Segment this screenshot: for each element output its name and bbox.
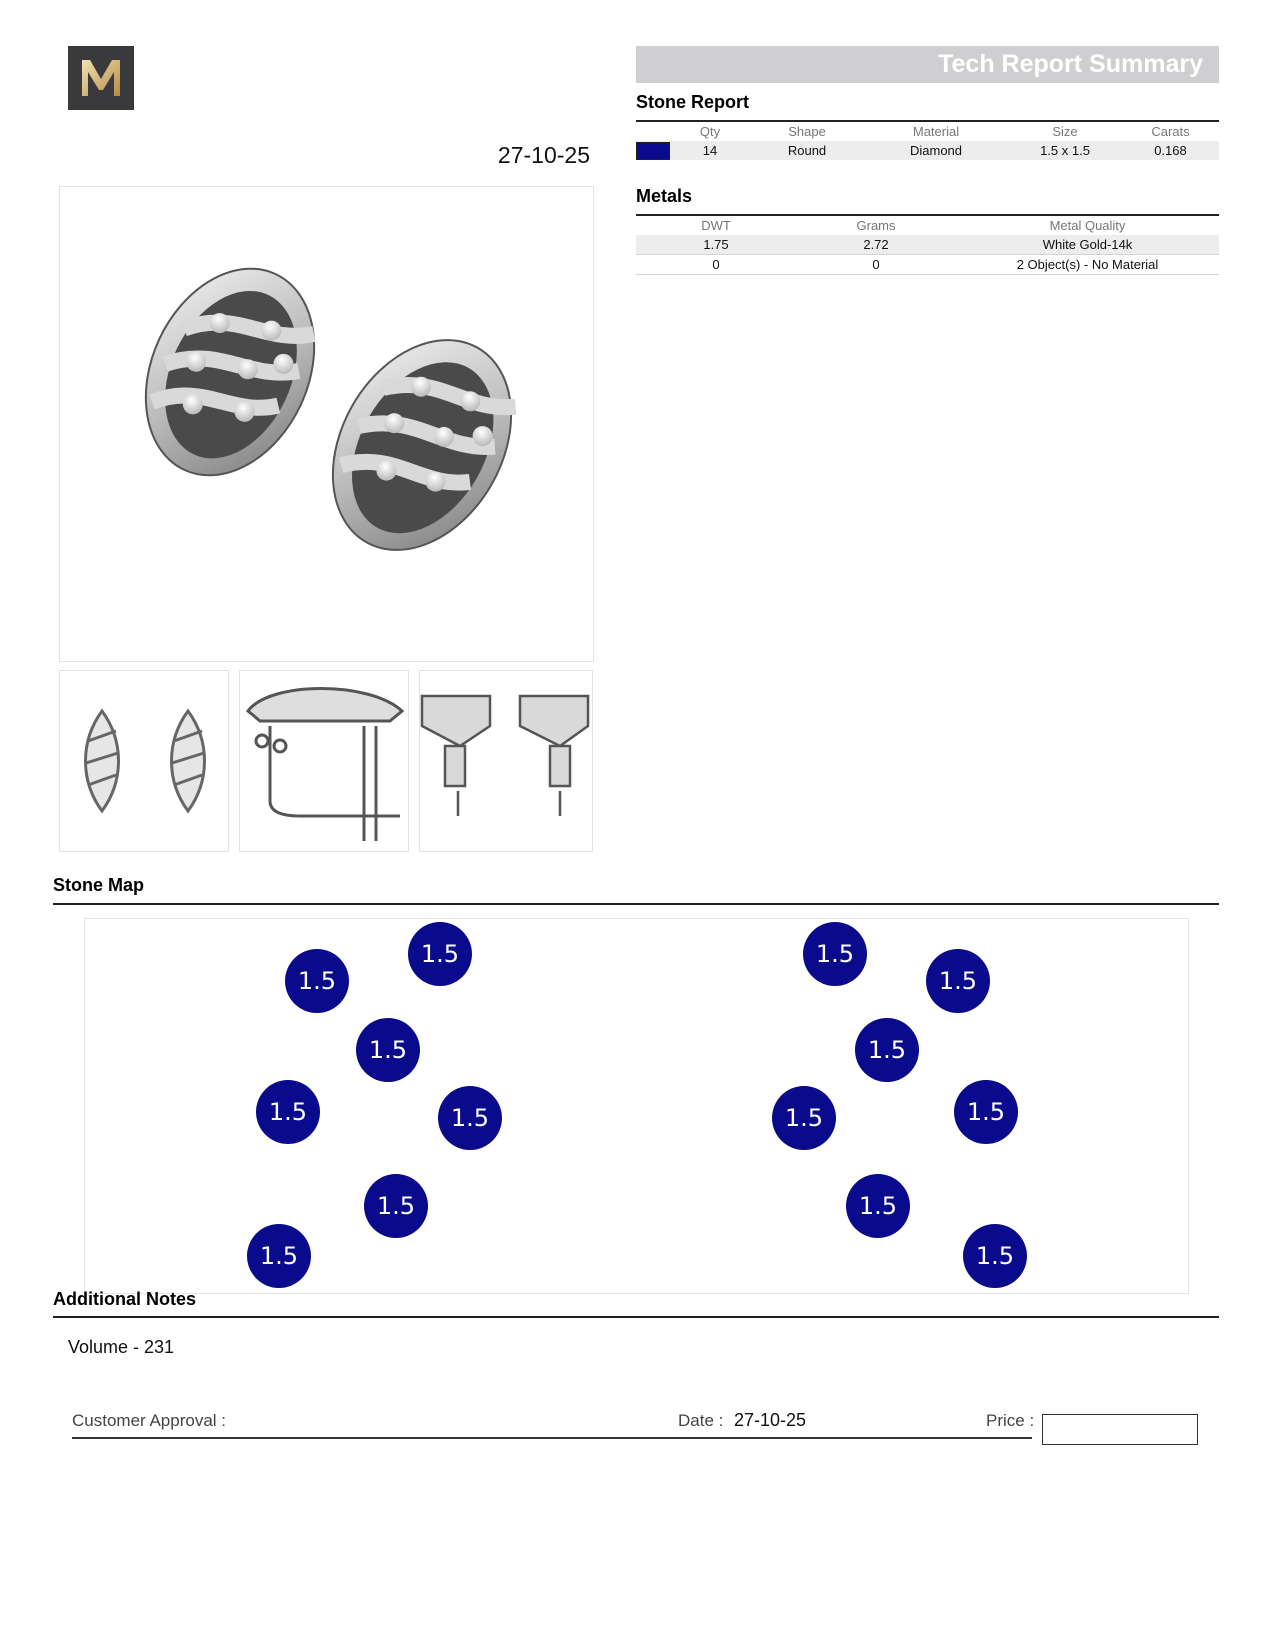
stone-marker: 1.5: [408, 922, 472, 986]
stone-report-title: Stone Report: [636, 92, 750, 112]
metal-quality: 2 Object(s) - No Material: [956, 255, 1219, 275]
stone-marker: 1.5: [926, 949, 990, 1013]
stone-shape: Round: [787, 143, 827, 158]
col-material: Material: [912, 124, 960, 139]
stone-marker: 1.5: [438, 1086, 502, 1150]
col-carats: Carats: [1151, 124, 1190, 139]
col-dwt: DWT: [701, 218, 731, 233]
thumbnail-profile-view: [419, 670, 593, 852]
metal-quality: White Gold-14k: [956, 235, 1219, 255]
notes-title: Additional Notes: [53, 1289, 196, 1309]
stone-map-rule: [53, 903, 1219, 905]
stone-marker: 1.5: [256, 1080, 320, 1144]
thumbnail-side-view: [239, 670, 409, 852]
table-row: [636, 141, 1219, 160]
customer-approval-label: Customer Approval :: [72, 1411, 227, 1430]
report-title: Tech Report Summary: [938, 50, 1203, 78]
main-render-image: [59, 186, 594, 662]
stone-map-title: Stone Map: [53, 875, 145, 895]
stone-carats: 0.168: [1154, 143, 1187, 158]
stone-marker: 1.5: [954, 1080, 1018, 1144]
table-row: [636, 255, 1219, 275]
stone-color-swatch: [636, 142, 670, 160]
stone-size: 1.5 x 1.5: [1040, 143, 1090, 158]
stone-marker: 1.5: [285, 949, 349, 1013]
stone-marker: 1.5: [803, 922, 867, 986]
stone-marker: 1.5: [247, 1224, 311, 1288]
approval-signature-line[interactable]: [72, 1437, 1032, 1439]
metals-title: Metals: [636, 186, 693, 206]
stone-marker: 1.5: [855, 1018, 919, 1082]
report-date: 27-10-25: [497, 142, 590, 168]
price-label: Price :: [986, 1411, 1035, 1430]
approval-date-label: Date :: [678, 1411, 724, 1430]
title-bar: [636, 46, 1219, 83]
col-size: Size: [1052, 124, 1078, 139]
notes-rule: [53, 1316, 1219, 1318]
stone-marker: 1.5: [963, 1224, 1027, 1288]
stone-material: Diamond: [909, 143, 963, 158]
metal-dwt: 0: [636, 255, 796, 275]
thumbnail-front-view: [59, 670, 229, 852]
stone-report-table: [636, 122, 1219, 160]
col-qty: Qty: [699, 124, 721, 139]
stone-map-panel: [84, 918, 1189, 1294]
stone-marker: 1.5: [356, 1018, 420, 1082]
approval-date-value: 27-10-25: [734, 1410, 807, 1430]
stone-report-header-row: [636, 122, 1219, 141]
company-logo: [68, 46, 134, 110]
col-metal-quality: Metal Quality: [1049, 218, 1126, 233]
metals-header-row: [636, 216, 1219, 235]
stone-marker: 1.5: [846, 1174, 910, 1238]
stone-qty: 14: [702, 143, 718, 158]
metal-grams: 0: [796, 255, 956, 275]
price-field[interactable]: [1042, 1414, 1198, 1445]
metal-grams: 2.72: [796, 235, 956, 255]
table-row: [636, 235, 1219, 255]
col-shape: Shape: [788, 124, 826, 139]
metals-table: [636, 216, 1219, 275]
notes-text: Volume - 231: [68, 1337, 175, 1357]
stone-marker: 1.5: [364, 1174, 428, 1238]
stone-marker: 1.5: [772, 1086, 836, 1150]
col-grams: Grams: [856, 218, 896, 233]
metal-dwt: 1.75: [636, 235, 796, 255]
